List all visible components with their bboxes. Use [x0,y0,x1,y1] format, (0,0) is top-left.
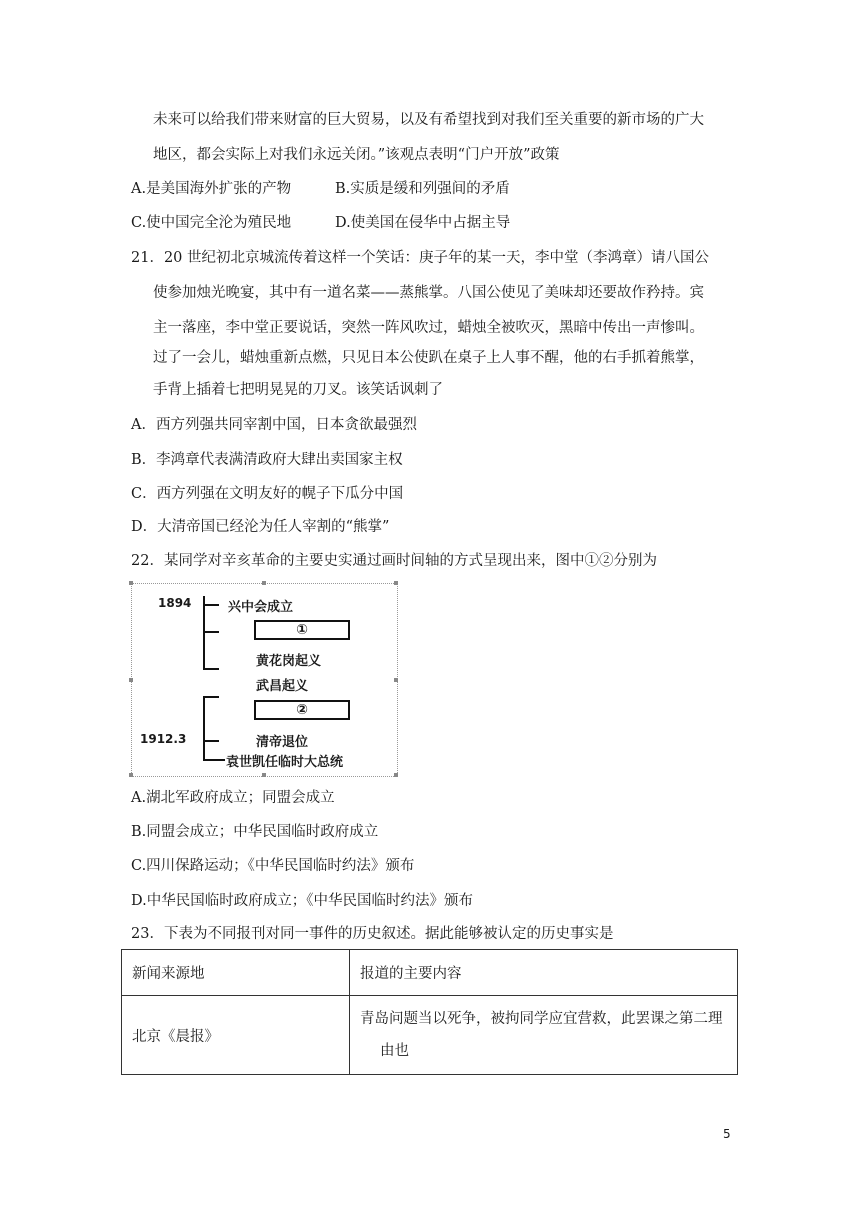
timeline-axis-upper [203,596,205,670]
q21-option-b: B．李鸿章代表满清政府大肆出卖国家主权 [131,452,403,468]
selection-handle [129,678,133,682]
table-cell-source: 北京《晨报》 [122,996,350,1075]
timeline-event-yuan-president: 袁世凯任临时大总统 [226,755,344,770]
q21-option-d: D．大清帝国已经沦为任人宰割的“熊掌” [131,519,390,535]
selection-handle [262,581,266,585]
table-cell-content [350,996,738,1075]
table-cell-content-line-1: 青岛问题当以死争，被拘同学应宜营救，此罢课之第二理 [360,1011,723,1027]
table-header-content: 报道的主要内容 [350,950,738,996]
q21-option-a: A．西方列强共同宰割中国，日本贪欲最强烈 [131,417,417,433]
timeline-axis-lower [203,696,205,760]
q22-option-a: A.湖北军政府成立；同盟会成立 [131,790,335,806]
timeline-tick [203,740,219,742]
q20-options-row-1 [131,179,510,199]
timeline-figure [131,583,398,777]
timeline-tick [203,668,219,670]
q22-stem: 22．某同学对辛亥革命的主要史实通过画时间轴的方式呈现出来，图中①②分别为 [131,553,657,569]
timeline-year-end: 1912.3 [140,732,187,746]
q21-option-c: C．西方列强在文明友好的幌子下瓜分中国 [131,486,404,502]
table-header-source: 新闻来源地 [122,950,350,996]
q21-stem-line-4: 过了一会儿，蜡烛重新点燃，只见日本公使趴在桌子上人事不醒，他的右手抓着熊掌， [153,350,704,366]
q22-option-d: D.中华民国临时政府成立；《中华民国临时约法》颁布 [131,893,473,909]
q20-option-b: B.实质是缓和列强间的矛盾 [335,181,510,197]
timeline-blank-box-2: ② [254,700,350,720]
selection-handle [394,678,398,682]
q21-stem-line-1: 21．20 世纪初北京城流传着这样一个笑话：庚子年的某一天，李中堂（李鸿章）请八国公 [131,250,710,266]
timeline-event-wuchang: 武昌起义 [256,679,309,694]
timeline-event-huanghuagang: 黄花岗起义 [256,654,322,669]
timeline-tick [203,631,219,633]
table-row [122,996,738,1075]
q20-option-d: D.使美国在侵华中占据主导 [335,215,511,231]
table-cell-content-line-2: 由也 [380,1043,409,1059]
q22-option-b: B.同盟会成立；中华民国临时政府成立 [131,824,379,840]
page-number: 5 [723,1127,731,1141]
q20-options-row-2 [131,213,510,233]
timeline-event-xingzhonghui: 兴中会成立 [228,600,294,615]
selection-handle [394,581,398,585]
timeline-tick [203,696,219,698]
timeline-blank-box-1: ① [254,620,350,640]
selection-handle [394,773,398,777]
q21-stem-line-5: 手背上插着七把明晃晃的刀叉。该笑话讽刺了 [153,382,443,398]
table-row [122,950,738,996]
timeline-year-start: 1894 [158,596,192,610]
timeline-tick [203,759,225,761]
q20-option-c: C.使中国完全沦为殖民地 [131,215,292,231]
q20-line-2: 地区，都会实际上对我们永远关闭。”该观点表明“门户开放”政策 [153,147,560,163]
news-table [121,949,738,1075]
q23-stem: 23．下表为不同报刊对同一事件的历史叙述。据此能够被认定的历史事实是 [131,926,614,942]
timeline-tick [203,604,219,606]
timeline-event-abdication: 清帝退位 [256,735,309,750]
q21-stem-line-2: 使参加烛光晚宴，其中有一道名菜——蒸熊掌。八国公使见了美味却还要故作矜持。宾 [153,285,704,301]
q22-option-c: C.四川保路运动；《中华民国临时约法》颁布 [131,858,415,874]
q20-line-1: 未来可以给我们带来财富的巨大贸易，以及有希望找到对我们至关重要的新市场的广大 [153,112,704,128]
q20-option-a: A.是美国海外扩张的产物 [131,181,292,197]
selection-handle [129,581,133,585]
selection-handle [129,773,133,777]
q21-stem-line-3: 主一落座，李中堂正要说话，突然一阵风吹过，蜡烛全被吹灭，黑暗中传出一声惨叫。 [153,320,704,336]
selection-handle [262,773,266,777]
